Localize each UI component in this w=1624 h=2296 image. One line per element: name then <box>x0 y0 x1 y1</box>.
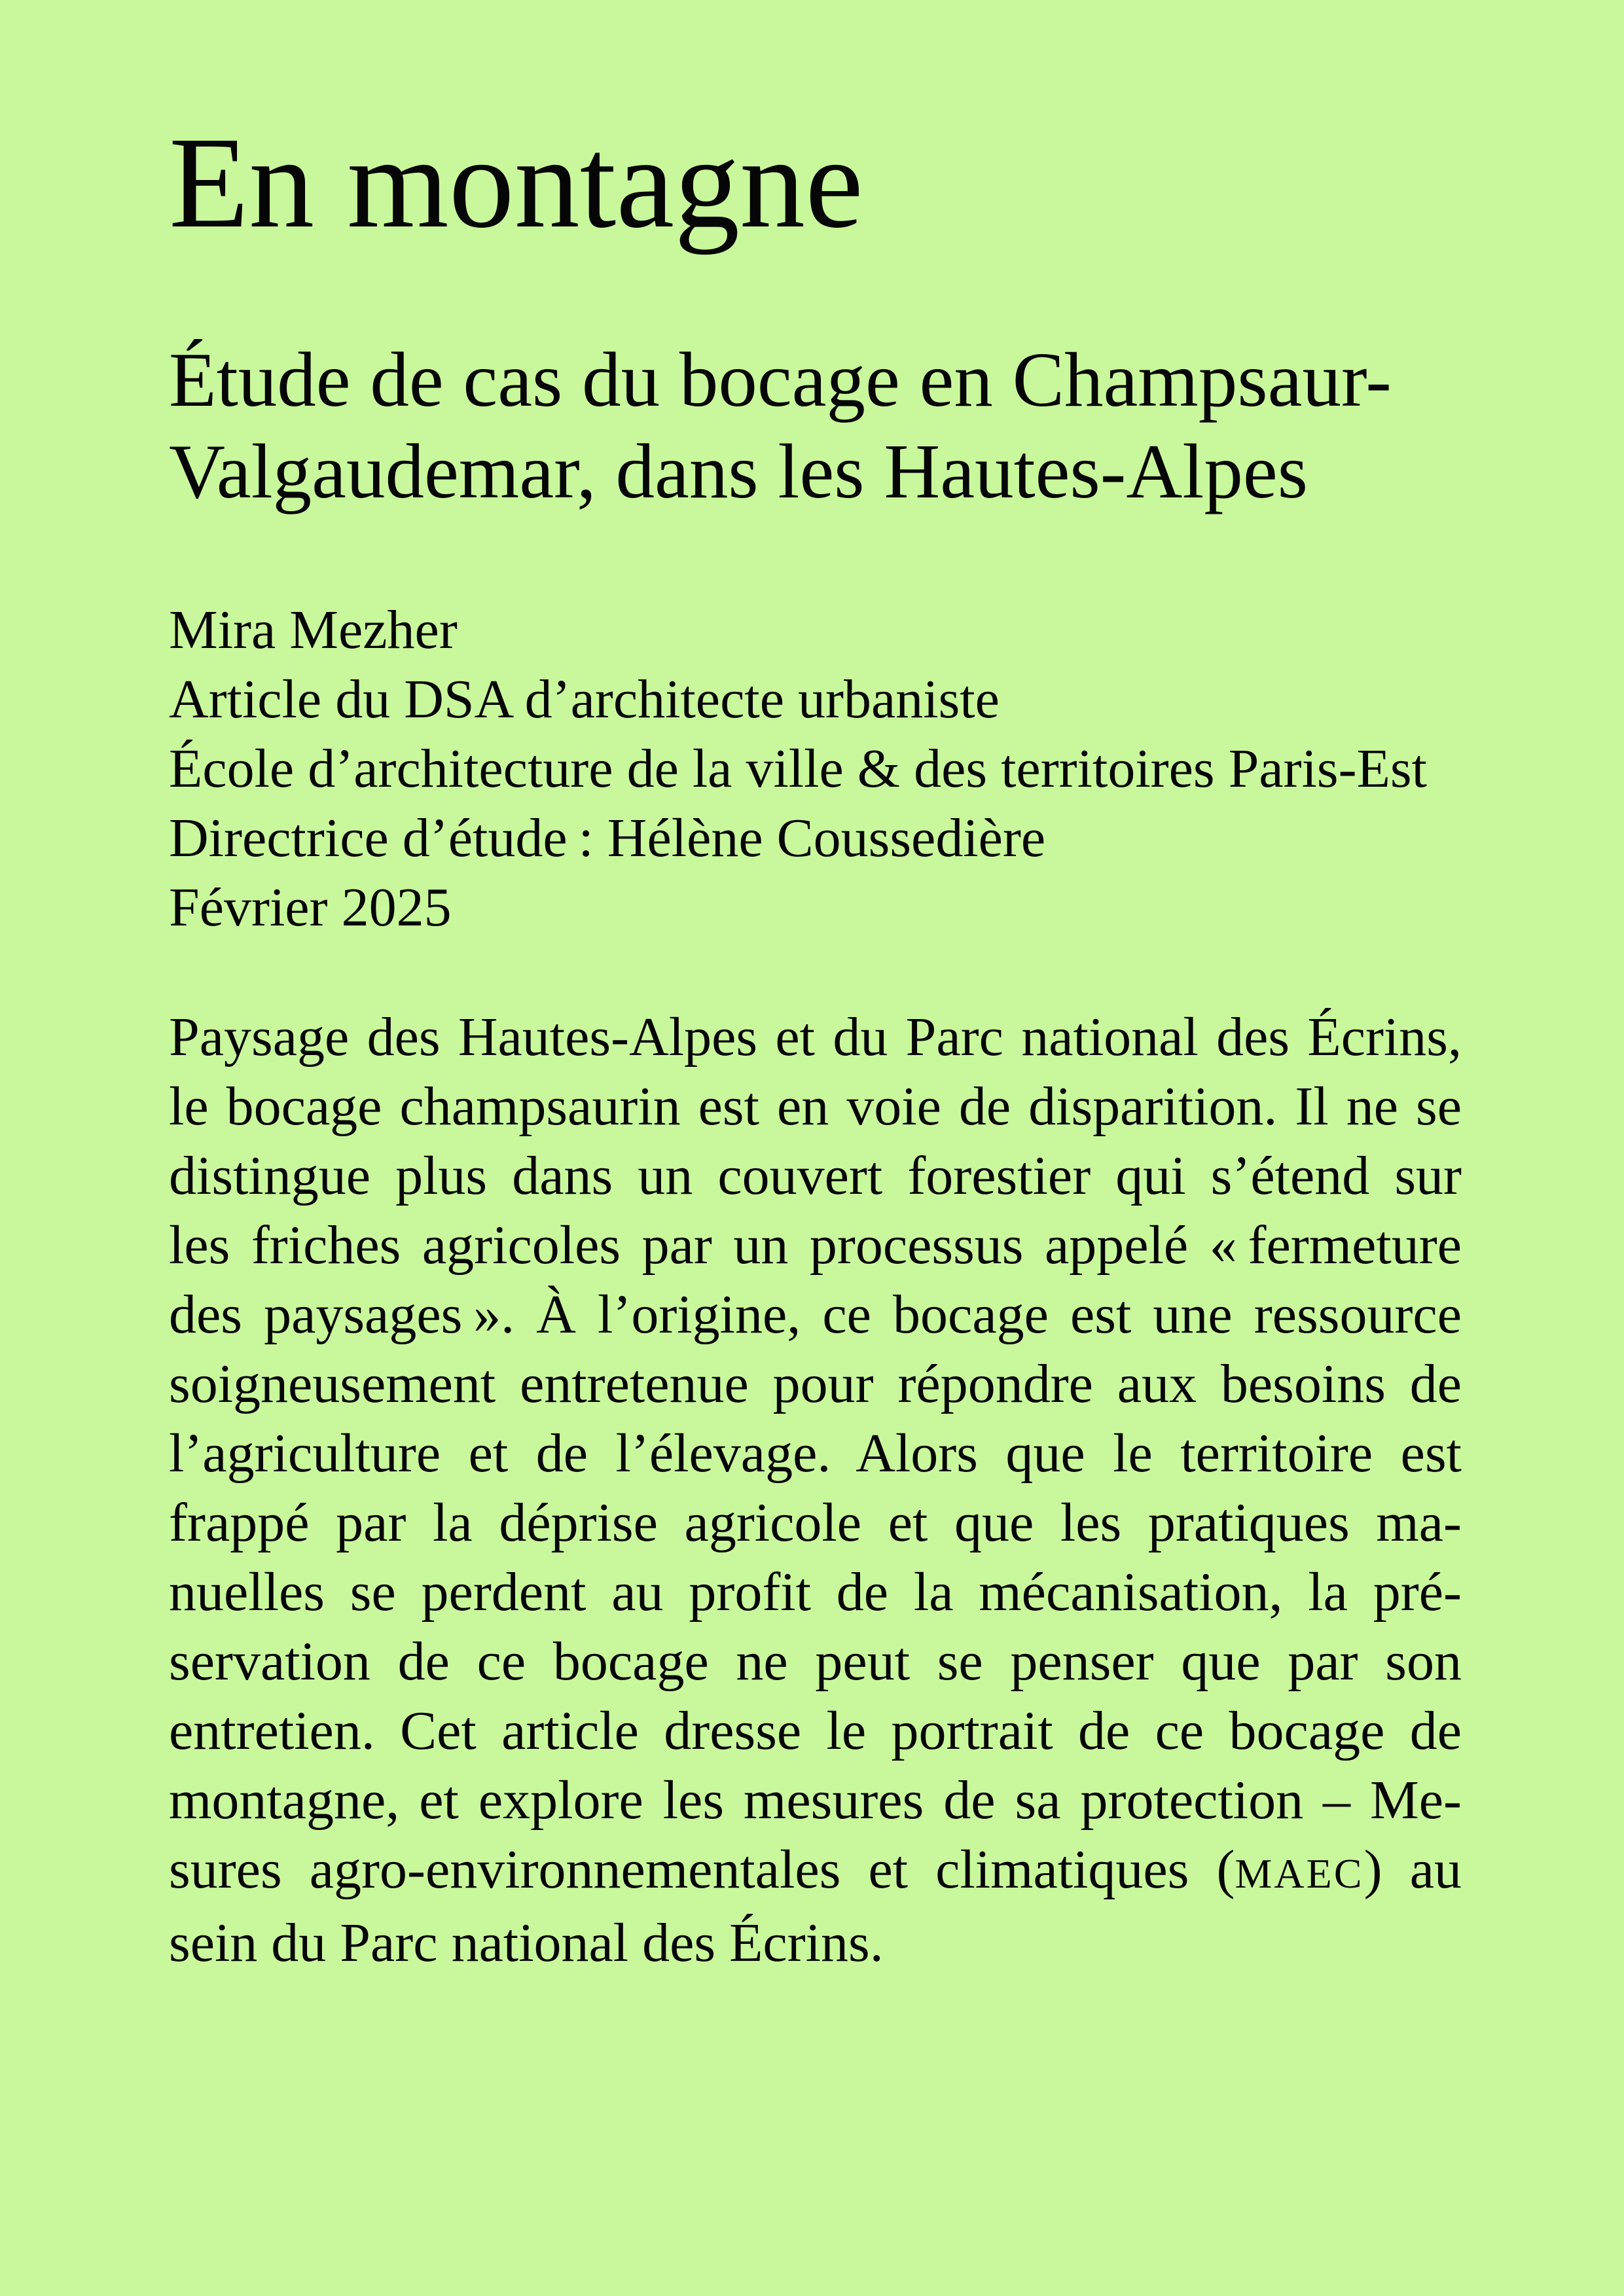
abstract-line: soigneusement entretenue pour répondre aux besoins de <box>169 1354 1462 1414</box>
author-line: Directrice d’étude : Hélène Coussedière <box>169 808 1046 869</box>
author-line: Article du DSA d’architecte urbaniste <box>169 669 1000 730</box>
abstract-line <box>169 1835 1462 1909</box>
abstract-line: servation de ce bocage ne peut se penser que par son <box>169 1631 1462 1692</box>
abstract-line: entretien. Cet article dresse le portrait de ce bocage de <box>169 1700 1462 1761</box>
abstract-line: nuelles se perdent au profit de la mécanisation, la pré- <box>169 1562 1462 1623</box>
abstract-line: frappé par la déprise agricole et que les pratiques ma- <box>169 1492 1462 1553</box>
abstract-line: sein du Parc national des Écrins. <box>169 1912 884 1973</box>
abstract-line: montagne, et explore les mesures de sa protection – Me- <box>169 1770 1462 1831</box>
abstract-line: distingue plus dans un couvert forestier qui s’étend sur <box>169 1145 1462 1206</box>
text-column <box>169 111 1462 1978</box>
author-line: École d’architecture de la ville & des territoires Paris-Est <box>169 738 1427 799</box>
article-title: En montagne <box>169 111 863 255</box>
abstract-line: des paysages ». À l’origine, ce bocage est une ressource <box>169 1284 1462 1345</box>
abstract-line: l’agriculture et de l’élevage. Alors que le territoire est <box>169 1423 1462 1484</box>
abstract-line: le bocage champsaurin est en voie de disparition. Il ne se <box>169 1076 1462 1137</box>
author-line: Mira Mezher <box>169 600 458 660</box>
abstract-line: les friches agricoles par un processus appelé « fermeture <box>169 1215 1462 1276</box>
small-caps-acronym: MAEC <box>1235 1850 1364 1897</box>
abstract-paragraph <box>169 1003 1462 1978</box>
abstract-text-segment: ) au <box>1363 1839 1462 1900</box>
author-line: Février 2025 <box>169 877 452 938</box>
subtitle-line: Étude de cas du bocage en Champsaur- <box>169 336 1392 423</box>
article-subtitle <box>169 334 1462 517</box>
abstract-text-segment: sures agro-environnementales et climatiques ( <box>169 1839 1235 1900</box>
subtitle-line: Valgaudemar, dans les Hautes-Alpes <box>169 428 1308 514</box>
author-block <box>169 596 1462 942</box>
abstract-line: Paysage des Hautes-Alpes et du Parc national des Écrins, <box>169 1007 1462 1067</box>
